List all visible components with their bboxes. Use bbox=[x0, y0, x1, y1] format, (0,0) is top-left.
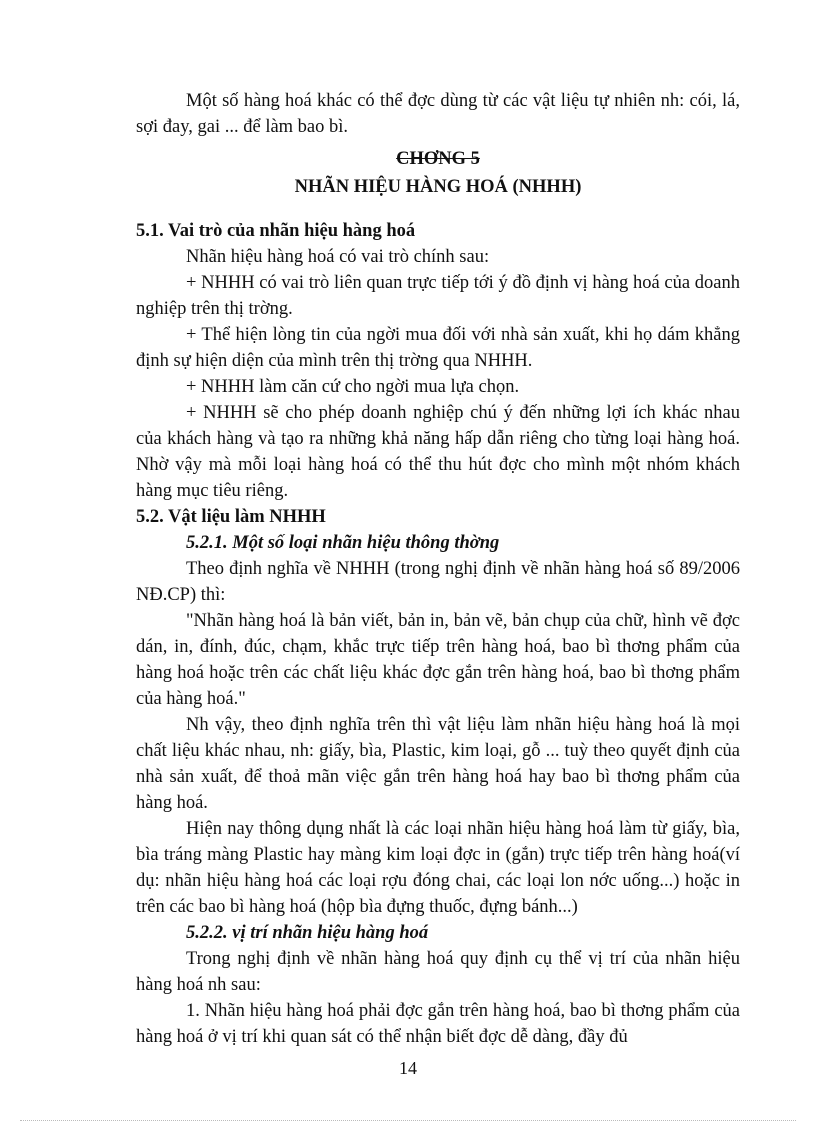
body-paragraph: Theo định nghĩa về NHHH (trong nghị định về nhãn hàng hoá số 89/2006 NĐ.CP) thì: bbox=[136, 559, 740, 605]
chapter-title: NHÃN HIỆU HÀNG HOÁ (NHHH) bbox=[294, 177, 582, 197]
subsection-heading-5-2-1: 5.2.1. Một số loại nhãn hiệu thông thờng bbox=[186, 533, 500, 553]
body-paragraph: Trong nghị định về nhãn hàng hoá quy định cụ thể vị trí của nhãn hiệu hàng hoá nh sau: bbox=[136, 949, 740, 995]
body-paragraph: 1. Nhãn hiệu hàng hoá phải đợc gắn trên hàng hoá, bao bì thơng phẩm của hàng hoá ở vị trí khi quan sát có thể nhận biết đợc dễ dàng, đầy đủ bbox=[136, 1001, 740, 1047]
role-point: + Thể hiện lòng tin của ngời mua đối với nhà sản xuất, khi họ dám khẳng định sự hiện diện của mình trên thị trờng qua NHHH. bbox=[136, 325, 740, 371]
role-point: + NHHH sẽ cho phép doanh nghiệp chú ý đến những lợi ích khác nhau của khách hàng và tạo ra những khả năng hấp dẫn riêng cho từng loại hàng hoá. Nhờ vậy mà mỗi loại hàng hoá có thể thu hút đợc cho mình một nhóm khách hàng mục tiêu riêng. bbox=[136, 403, 740, 501]
role-point: + NHHH làm căn cứ cho ngời mua lựa chọn. bbox=[186, 377, 520, 397]
body-paragraph: Nh vậy, theo định nghĩa trên thì vật liệu làm nhãn hiệu hàng hoá là mọi chất liệu khác nhau, nh: giấy, bìa, Plastic, kim loại, gỗ ... tuỳ theo quyết định của nhà sản xuất, để thoả mãn việc gắn trên hàng hoá hay bao bì thơng phẩm của hàng hoá. bbox=[136, 715, 740, 813]
body-paragraph: Hiện nay thông dụng nhất là các loại nhãn hiệu hàng hoá làm từ giấy, bìa, bìa tráng màng Plastic hay màng kim loại đợc in (gắn) trực tiếp trên hàng hoá(ví dụ: nhãn hiệu hàng hoá các loại rợu đóng chai, các loại lon nớc uống...) hoặc in trên các bao bì hàng hoá (hộp bìa đựng thuốc, đựng bánh...) bbox=[136, 819, 740, 917]
body-paragraph: "Nhãn hàng hoá là bản viết, bản in, bản vẽ, bản chụp của chữ, hình vẽ đợc dán, in, đính, đúc, chạm, khắc trực tiếp trên hàng hoá, bao bì thơng phẩm của hàng hoá hoặc trên các chất liệu khác đợc gắn trên hàng hoá, bao bì thơng phẩm của hàng hoá." bbox=[136, 611, 740, 709]
subsection-heading-5-2-2: 5.2.2. vị trí nhãn hiệu hàng hoá bbox=[186, 923, 429, 943]
chapter-number: CHƠNG 5 bbox=[396, 149, 480, 169]
footer-rule bbox=[20, 1120, 796, 1121]
section-heading-5-2: 5.2. Vật liệu làm NHHH bbox=[136, 507, 326, 527]
section-heading-5-1: 5.1. Vai trò của nhãn hiệu hàng hoá bbox=[136, 221, 416, 241]
role-point: + NHHH có vai trò liên quan trực tiếp tới ý đồ định vị hàng hoá của doanh nghiệp trên thị trờng. bbox=[136, 273, 740, 319]
page-number: 14 bbox=[399, 1058, 417, 1078]
intro-paragraph: Một số hàng hoá khác có thể đợc dùng từ các vật liệu tự nhiên nh: cói, lá, sợi đay, gai ... để làm bao bì. bbox=[136, 91, 740, 137]
section-5-1-lead: Nhãn hiệu hàng hoá có vai trò chính sau: bbox=[186, 247, 490, 267]
document-page bbox=[136, 88, 740, 1050]
